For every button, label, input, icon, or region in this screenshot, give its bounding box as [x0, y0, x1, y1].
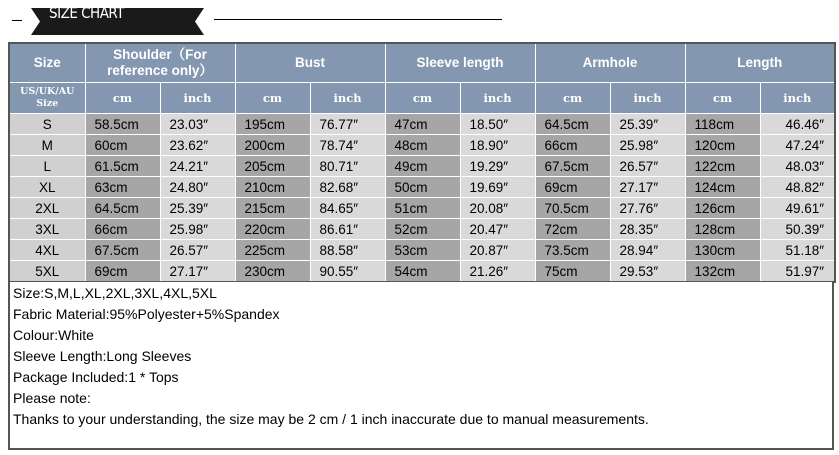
- table-row: [9, 219, 835, 240]
- bust-cm-cell: 220cm: [235, 219, 310, 240]
- length-in-cell: 51.18″: [760, 240, 835, 261]
- sleeve-cm-cell: 54cm: [385, 261, 460, 283]
- table-row: [9, 198, 835, 219]
- subheader-inch: inch: [610, 83, 685, 114]
- length-in-cell: 48.82″: [760, 177, 835, 198]
- info-colour: Colour:White: [13, 327, 94, 343]
- bust-in-cell: 78.74″: [310, 135, 385, 156]
- table-row: [9, 114, 835, 135]
- sleeve-in-cell: 21.26″: [460, 261, 535, 283]
- armhole-in-cell: 27.76″: [610, 198, 685, 219]
- shoulder-in-cell: 23.62″: [160, 135, 235, 156]
- length-in-cell: 48.03″: [760, 156, 835, 177]
- sleeve-cm-cell: 52cm: [385, 219, 460, 240]
- table-row: [9, 135, 835, 156]
- sleeve-in-cell: 19.29″: [460, 156, 535, 177]
- shoulder-cm-cell: 60cm: [85, 135, 160, 156]
- bust-in-cell: 84.65″: [310, 198, 385, 219]
- header-size: Size: [9, 43, 85, 83]
- header-length: Length: [685, 43, 835, 83]
- subheader-region-size: US/UK/AU Size: [9, 83, 85, 114]
- size-cell: 3XL: [9, 219, 85, 240]
- subheader-inch: inch: [310, 83, 385, 114]
- length-cm-cell: 126cm: [685, 198, 760, 219]
- table-subheader-row: [9, 83, 835, 114]
- armhole-in-cell: 28.35″: [610, 219, 685, 240]
- sleeve-cm-cell: 53cm: [385, 240, 460, 261]
- shoulder-in-cell: 25.39″: [160, 198, 235, 219]
- size-chart-banner: [0, 0, 839, 40]
- size-cell: L: [9, 156, 85, 177]
- shoulder-in-cell: 24.80″: [160, 177, 235, 198]
- armhole-cm-cell: 73.5cm: [535, 240, 610, 261]
- bust-in-cell: 90.55″: [310, 261, 385, 283]
- info-size: Size:S,M,L,XL,2XL,3XL,4XL,5XL: [13, 285, 217, 301]
- shoulder-cm-cell: 63cm: [85, 177, 160, 198]
- subheader-cm: cm: [535, 83, 610, 114]
- shoulder-in-cell: 23.03″: [160, 114, 235, 135]
- subheader-cm: cm: [385, 83, 460, 114]
- sleeve-cm-cell: 48cm: [385, 135, 460, 156]
- shoulder-in-cell: 25.98″: [160, 219, 235, 240]
- length-cm-cell: 128cm: [685, 219, 760, 240]
- armhole-in-cell: 27.17″: [610, 177, 685, 198]
- subheader-cm: cm: [235, 83, 310, 114]
- header-shoulder: Shoulder（For reference only）: [85, 43, 235, 83]
- shoulder-cm-cell: 58.5cm: [85, 114, 160, 135]
- sleeve-in-cell: 18.50″: [460, 114, 535, 135]
- armhole-in-cell: 25.39″: [610, 114, 685, 135]
- size-cell: M: [9, 135, 85, 156]
- header-armhole: Armhole: [535, 43, 685, 83]
- armhole-cm-cell: 66cm: [535, 135, 610, 156]
- subheader-cm: cm: [85, 83, 160, 114]
- subheader-inch: inch: [160, 83, 235, 114]
- table-row: [9, 177, 835, 198]
- armhole-cm-cell: 67.5cm: [535, 156, 610, 177]
- table-header-row: [9, 43, 835, 83]
- bust-cm-cell: 225cm: [235, 240, 310, 261]
- subheader-inch: inch: [760, 83, 835, 114]
- size-cell: 2XL: [9, 198, 85, 219]
- size-cell: XL: [9, 177, 85, 198]
- shoulder-in-cell: 27.17″: [160, 261, 235, 283]
- sleeve-in-cell: 20.87″: [460, 240, 535, 261]
- armhole-in-cell: 26.57″: [610, 156, 685, 177]
- size-cell: 5XL: [9, 261, 85, 283]
- table-row: [9, 156, 835, 177]
- length-cm-cell: 118cm: [685, 114, 760, 135]
- armhole-cm-cell: 64.5cm: [535, 114, 610, 135]
- bust-cm-cell: 200cm: [235, 135, 310, 156]
- size-cell: S: [9, 114, 85, 135]
- bust-in-cell: 80.71″: [310, 156, 385, 177]
- bust-cm-cell: 230cm: [235, 261, 310, 283]
- info-note-text: Thanks to your understanding, the size may be 2 cm / 1 inch inaccurate due to manual measurements.: [13, 411, 649, 427]
- armhole-in-cell: 29.53″: [610, 261, 685, 283]
- sleeve-in-cell: 18.90″: [460, 135, 535, 156]
- armhole-in-cell: 28.94″: [610, 240, 685, 261]
- bust-in-cell: 88.58″: [310, 240, 385, 261]
- sleeve-cm-cell: 47cm: [385, 114, 460, 135]
- armhole-cm-cell: 69cm: [535, 177, 610, 198]
- table-row: [9, 261, 835, 283]
- length-in-cell: 47.24″: [760, 135, 835, 156]
- sleeve-cm-cell: 50cm: [385, 177, 460, 198]
- info-note-heading: Please note:: [13, 390, 91, 406]
- bust-cm-cell: 215cm: [235, 198, 310, 219]
- length-in-cell: 46.46″: [760, 114, 835, 135]
- info-fabric: Fabric Material:95%Polyester+5%Spandex: [13, 306, 280, 322]
- subheader-cm: cm: [685, 83, 760, 114]
- bust-cm-cell: 205cm: [235, 156, 310, 177]
- size-cell: 4XL: [9, 240, 85, 261]
- length-in-cell: 51.97″: [760, 261, 835, 283]
- banner-title: SIZE CHART: [49, 4, 124, 22]
- length-cm-cell: 120cm: [685, 135, 760, 156]
- sleeve-in-cell: 20.47″: [460, 219, 535, 240]
- sleeve-in-cell: 19.69″: [460, 177, 535, 198]
- product-info-box: [8, 281, 834, 450]
- bust-in-cell: 76.77″: [310, 114, 385, 135]
- info-package: Package Included:1 * Tops: [13, 369, 179, 385]
- bust-in-cell: 82.68″: [310, 177, 385, 198]
- armhole-cm-cell: 70.5cm: [535, 198, 610, 219]
- bust-in-cell: 86.61″: [310, 219, 385, 240]
- header-bust: Bust: [235, 43, 385, 83]
- shoulder-in-cell: 26.57″: [160, 240, 235, 261]
- length-cm-cell: 130cm: [685, 240, 760, 261]
- banner-rule: [214, 19, 502, 20]
- sleeve-cm-cell: 49cm: [385, 156, 460, 177]
- subheader-inch: inch: [460, 83, 535, 114]
- bust-cm-cell: 195cm: [235, 114, 310, 135]
- shoulder-cm-cell: 64.5cm: [85, 198, 160, 219]
- shoulder-in-cell: 24.21″: [160, 156, 235, 177]
- shoulder-cm-cell: 69cm: [85, 261, 160, 283]
- length-in-cell: 49.61″: [760, 198, 835, 219]
- info-sleeve-length: Sleeve Length:Long Sleeves: [13, 348, 192, 364]
- armhole-cm-cell: 75cm: [535, 261, 610, 283]
- header-sleeve-length: Sleeve length: [385, 43, 535, 83]
- shoulder-cm-cell: 61.5cm: [85, 156, 160, 177]
- armhole-in-cell: 25.98″: [610, 135, 685, 156]
- length-cm-cell: 124cm: [685, 177, 760, 198]
- shoulder-cm-cell: 67.5cm: [85, 240, 160, 261]
- size-chart-table: [8, 42, 836, 283]
- table-row: [9, 240, 835, 261]
- bust-cm-cell: 210cm: [235, 177, 310, 198]
- sleeve-cm-cell: 51cm: [385, 198, 460, 219]
- length-in-cell: 50.39″: [760, 219, 835, 240]
- armhole-cm-cell: 72cm: [535, 219, 610, 240]
- shoulder-cm-cell: 66cm: [85, 219, 160, 240]
- length-cm-cell: 122cm: [685, 156, 760, 177]
- length-cm-cell: 132cm: [685, 261, 760, 283]
- sleeve-in-cell: 20.08″: [460, 198, 535, 219]
